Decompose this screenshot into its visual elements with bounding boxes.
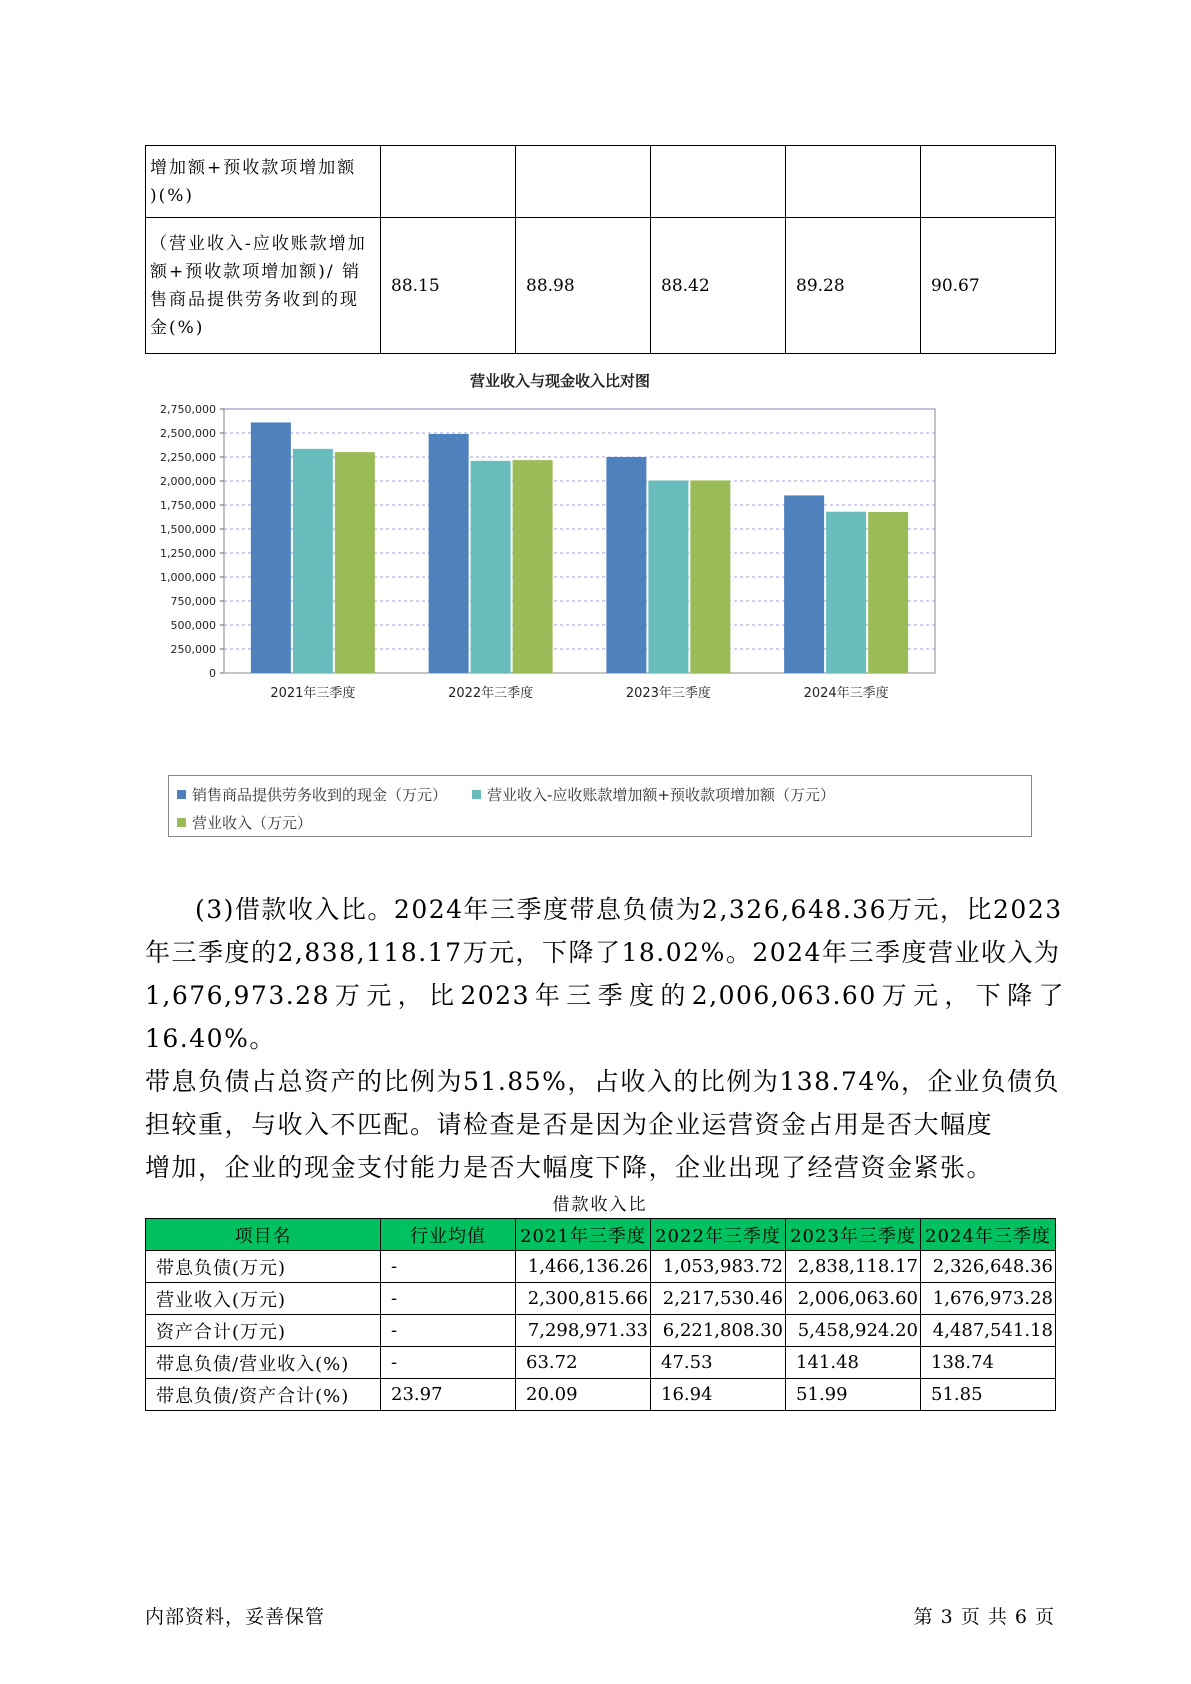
y-tick-label: 0 xyxy=(209,667,216,680)
legend-swatch xyxy=(472,790,481,799)
table-row xyxy=(146,218,1056,354)
column-header: 2021年三季度 xyxy=(516,1219,651,1251)
bar xyxy=(513,460,553,673)
loan-revenue-table xyxy=(145,1218,1056,1411)
table-row: 资产合计(万元) - 7,298,971.33 6,221,808.30 5,458,924.20 4,487,541.18 xyxy=(146,1315,1056,1347)
y-tick-label: 1,000,000 xyxy=(160,571,216,584)
x-tick-label: 2022年三季度 xyxy=(448,686,534,701)
table-row: 带息负债/资产合计(%) 23.97 20.09 16.94 51.99 51.85 xyxy=(146,1379,1056,1411)
x-tick-label: 2023年三季度 xyxy=(625,686,711,701)
y-tick-label: 1,750,000 xyxy=(160,499,216,512)
y-tick-label: 500,000 xyxy=(170,619,216,632)
column-header: 2022年三季度 xyxy=(651,1219,786,1251)
table-row: 带息负债/营业收入(%) - 63.72 47.53 141.48 138.74 xyxy=(146,1347,1056,1379)
bar xyxy=(251,422,291,673)
legend-item: 营业收入（万元） xyxy=(177,812,312,833)
analysis-paragraph: (3)借款收入比。2024年三季度带息负债为2,326,648.36万元，比2023 年三季度的2,838,118.17万元，下降了18.02%。2024年三季度营业收入为 1,676,973.28万元，比2023年三季度的2,006,063.60万元，下降了16.40%。 带息负债占总资产的比例为51.85%，占收入的比例为138.74%，企业负债负 担较重，与收入不匹配。请检查是否是因为企业运营资金占用是否大幅度 增加，企业的现金支付能力是否大幅度下降，企业出现了经营资金紧张。 xyxy=(145,895,1065,1182)
legend-swatch xyxy=(177,818,186,827)
table-cell: 90.67 xyxy=(921,218,1056,354)
y-tick-label: 250,000 xyxy=(170,643,216,656)
bar xyxy=(335,452,375,673)
y-tick-label: 2,750,000 xyxy=(160,403,216,416)
y-tick-label: 2,000,000 xyxy=(160,475,216,488)
column-header: 2024年三季度 xyxy=(921,1219,1056,1251)
chart-legend xyxy=(168,775,1032,837)
y-tick-label: 2,500,000 xyxy=(160,427,216,440)
bar xyxy=(690,480,730,673)
table-cell: 89.28 xyxy=(786,218,921,354)
column-header: 2023年三季度 xyxy=(786,1219,921,1251)
legend-item: 销售商品提供劳务收到的现金（万元） xyxy=(177,784,447,805)
column-header: 项目名 xyxy=(146,1219,381,1251)
y-tick-label: 2,250,000 xyxy=(160,451,216,464)
chart-title: 营业收入与现金收入比对图 xyxy=(469,372,651,390)
table-cell: 88.98 xyxy=(516,218,651,354)
bar xyxy=(784,495,824,673)
bar xyxy=(429,434,469,673)
y-tick-label: 750,000 xyxy=(170,595,216,608)
bar xyxy=(293,449,333,673)
x-tick-label: 2021年三季度 xyxy=(270,686,356,701)
bar xyxy=(648,481,688,673)
column-header: 行业均值 xyxy=(381,1219,516,1251)
ratio-table-continued xyxy=(145,145,1056,354)
table-cell: 88.15 xyxy=(381,218,516,354)
footer-page-number: 第 3 页 共 6 页 xyxy=(913,1606,1055,1628)
legend-item: 营业收入-应收账款增加额+预收款项增加额（万元） xyxy=(472,784,835,805)
table-row: 带息负债(万元) - 1,466,136.26 1,053,983.72 2,838,118.17 2,326,648.36 xyxy=(146,1251,1056,1283)
table-row: 营业收入(万元) - 2,300,815.66 2,217,530.46 2,006,063.60 1,676,973.28 xyxy=(146,1283,1056,1315)
legend-swatch xyxy=(177,790,186,799)
bar xyxy=(868,512,908,673)
bar xyxy=(606,457,646,673)
table-caption: 借款收入比 xyxy=(552,1195,648,1215)
bar xyxy=(826,512,866,673)
footer-confidential-note: 内部资料，妥善保管 xyxy=(145,1606,326,1628)
x-tick-label: 2024年三季度 xyxy=(803,686,889,701)
table-header-row xyxy=(146,1219,1056,1251)
table-cell: 88.42 xyxy=(651,218,786,354)
y-tick-label: 1,250,000 xyxy=(160,547,216,560)
bar xyxy=(471,461,511,673)
row-label: 增加额+预收款项增加额 )(%) xyxy=(146,146,381,218)
table-row xyxy=(146,146,1056,218)
y-tick-label: 1,500,000 xyxy=(160,523,216,536)
row-label: （营业收入-应收账款增加 额+预收款项增加额)/ 销 售商品提供劳务收到的现 金(%) xyxy=(146,218,381,354)
